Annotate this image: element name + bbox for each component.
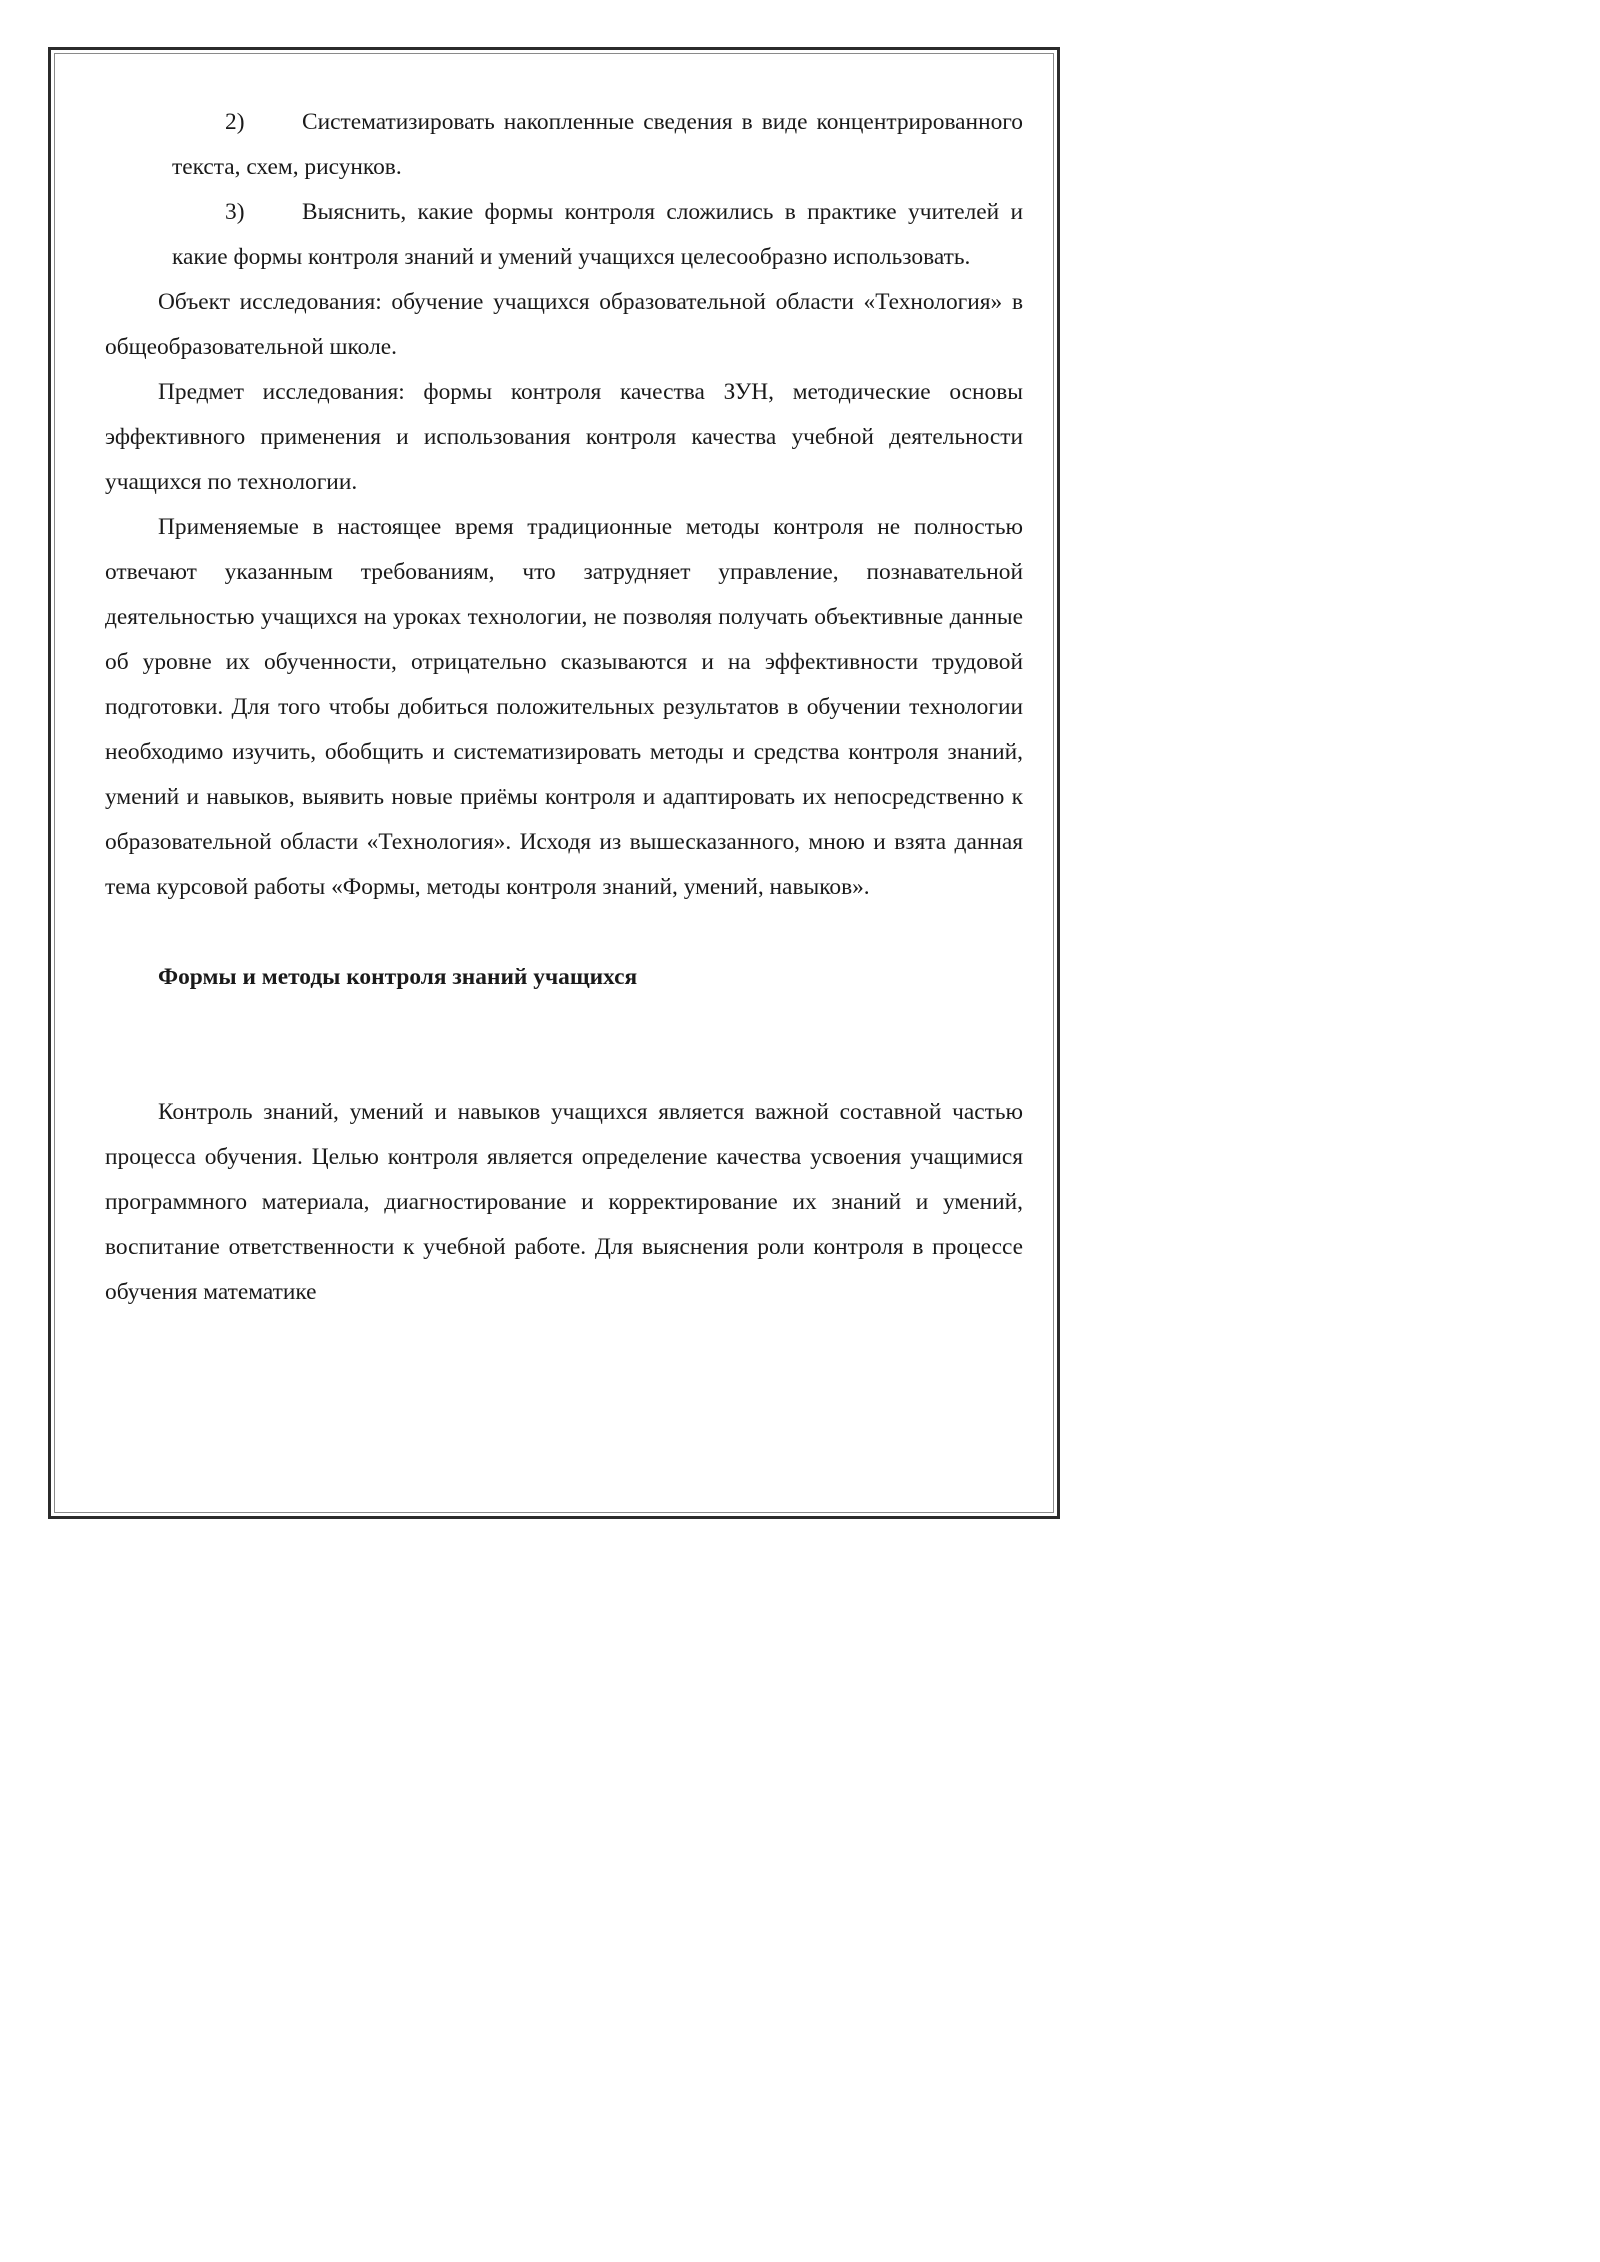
list-item — [105, 190, 1023, 280]
section-heading: Формы и методы контроля знаний учащихся — [158, 964, 638, 990]
paragraph-control: Контроль знаний, умений и навыков учащихся является важной составной частью процесса обучения. Целью контроля является определение качества усвоения учащимися программного материала, диагностирование и корректирование их знаний и умений, воспитание ответственности к учебной работе. Для выяснения роли контроля в процессе обучения математике — [105, 1099, 1023, 1305]
document-body — [105, 100, 1023, 1315]
list-item-text: Выяснить, какие формы контроля сложились в практике учителей и какие формы контроля знаний и умений учащихся целесообразно использовать. — [172, 199, 1023, 270]
list-item-number: 3) — [225, 199, 245, 225]
list-item — [105, 100, 1023, 190]
paragraph-methods: Применяемые в настоящее время традиционные методы контроля не полностью отвечают указанным требованиям, что затрудняет управление, познавательной деятельностью учащихся на уроках технологии, не позволяя получать объективные данные об уровне их обученности, отрицательно сказываются и на эффективности трудовой подготовки. Для того чтобы добиться положительных результатов в обучении технологии необходимо изучить, обобщить и систематизировать методы и средства контроля знаний, умений и навыков, выявить новые приёмы контроля и адаптировать их непосредственно к образовательной области «Технология». Исходя из вышесказанного, мною и взята данная тема курсовой работы «Формы, методы контроля знаний, умений, навыков». — [105, 514, 1023, 900]
paragraph-research-object: Объект исследования: обучение учащихся образовательной области «Технология» в общеобразовательной школе. — [105, 289, 1023, 360]
list-item-number: 2) — [225, 109, 245, 135]
list-item-text: Систематизировать накопленные сведения в виде концентрированного текста, схем, рисунков. — [172, 109, 1023, 180]
paragraph-research-subject: Предмет исследования: формы контроля качества ЗУН, методические основы эффективного применения и использования контроля качества учебной деятельности учащихся по технологии. — [105, 379, 1023, 495]
